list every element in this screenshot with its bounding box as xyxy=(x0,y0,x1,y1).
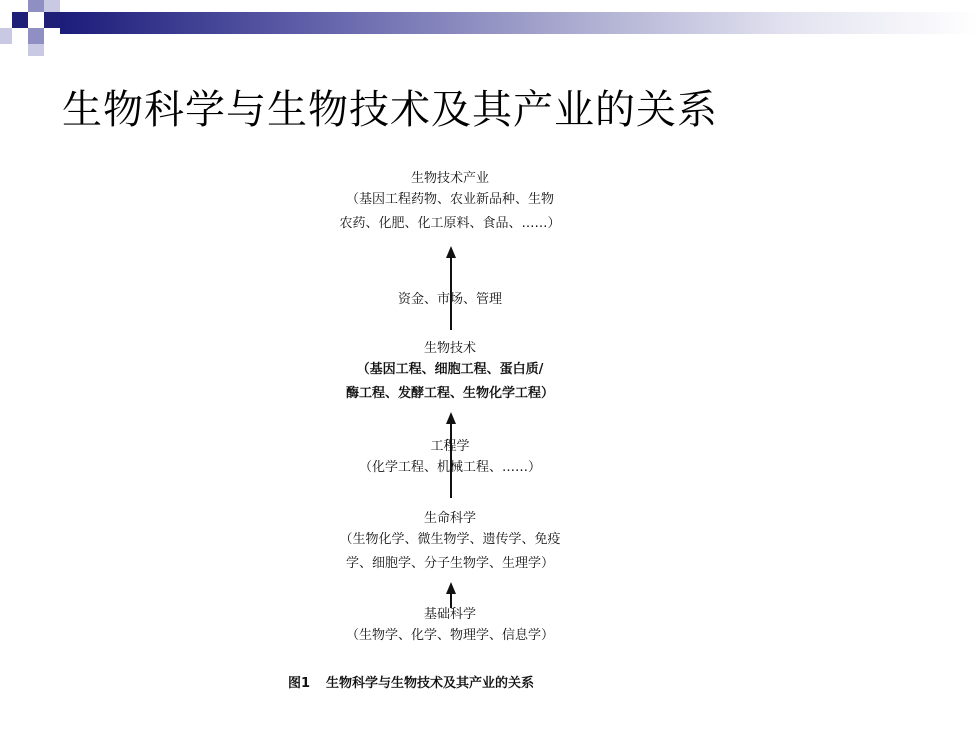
deco-square-lavender-top xyxy=(28,0,44,12)
deco-square-light-bottom xyxy=(28,44,44,56)
node-basic-science xyxy=(280,606,620,648)
node-description: （基因工程药物、农业新品种、生物 农药、化肥、化工原料、食品、……） xyxy=(339,192,561,231)
decorative-header-band xyxy=(0,0,980,58)
node-description: （化学工程、机械工程、……） xyxy=(358,460,541,475)
figure-number: 图1 xyxy=(288,676,311,691)
node-description: （基因工程、细胞工程、蛋白质/ 酶工程、发酵工程、生物化学工程） xyxy=(345,362,554,401)
node-title: 生物技术产业 xyxy=(410,171,489,186)
node-title: 基础科学 xyxy=(423,607,476,622)
arrow-up-3 xyxy=(446,582,456,608)
node-engineering xyxy=(280,438,620,480)
deco-square-navy xyxy=(12,12,28,28)
node-life-science xyxy=(280,510,620,576)
figure-caption-text: 生物科学与生物技术及其产业的关系 xyxy=(326,676,535,691)
node-title: 生物技术 xyxy=(423,341,476,356)
node-title: 生命科学 xyxy=(423,511,476,526)
deco-square-light-left xyxy=(0,28,12,44)
node-description: （生物学、化学、物理学、信息学） xyxy=(345,628,554,643)
deco-square-lavender-mid xyxy=(28,28,44,44)
arrow-label: 资金、市场、管理 xyxy=(397,292,502,307)
header-gradient-bar xyxy=(60,12,980,34)
node-biotech-industry xyxy=(280,170,620,236)
node-title: 工程学 xyxy=(430,439,470,454)
deco-square-navy-right xyxy=(44,12,60,28)
deco-square-light-top xyxy=(44,0,60,12)
figure-caption xyxy=(288,672,534,691)
node-description: （生物化学、微生物学、遗传学、免疫 学、细胞学、分子生物学、生理学） xyxy=(339,532,561,571)
page-title: 生物科学与生物技术及其产业的关系 xyxy=(62,87,718,133)
relationship-diagram xyxy=(280,160,620,700)
node-biotech xyxy=(280,340,620,406)
